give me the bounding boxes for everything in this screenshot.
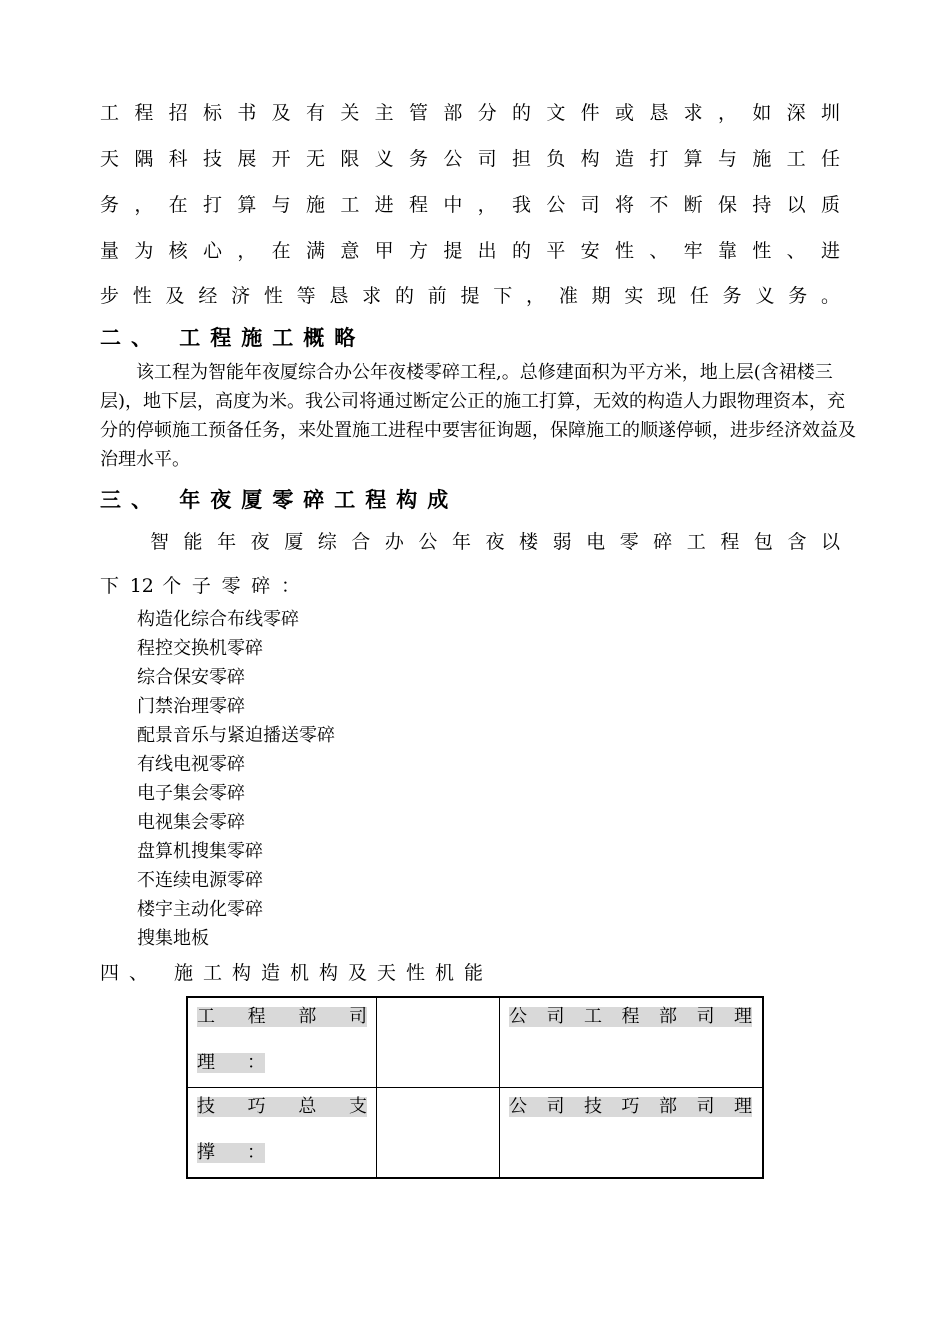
role-label-line1: 技 巧 总 支	[197, 1096, 367, 1117]
table-cell	[187, 1088, 377, 1179]
role-label: 公 司 工 程 部 司 理	[509, 1006, 752, 1027]
section-4-heading: 四、 施工构造机构及天性机能	[100, 962, 494, 984]
section-3-intro-line-1: 智 能 年 夜 厦 综 合 办 公 年 夜 楼 弱 电 零 碎 工 程 包 含 以	[150, 531, 840, 553]
role-label-line2: 理 ：	[197, 1052, 265, 1073]
role-label: 公 司 技 巧 部 司 理	[509, 1096, 752, 1117]
role-label-line1: 工 程 部 司	[197, 1006, 367, 1027]
intro-line-5: 步 性 及 经 济 性 等 恳 求 的 前 提 下 ， 准 期 实 现 任 务 义 务 。	[100, 285, 840, 307]
intro-line-2: 天 隅 科 技 展 开 无 限 义 务 公 司 担 负 构 造 打 算 与 施 工 任	[100, 148, 840, 170]
list-item: 电子集会零碎	[137, 783, 245, 804]
list-item: 程控交换机零碎	[137, 638, 263, 659]
table-cell	[187, 997, 377, 1088]
list-item: 搜集地板	[137, 928, 209, 949]
list-item: 门禁治理零碎	[137, 696, 245, 717]
intro-line-4: 量 为 核 心 ， 在 满 意 甲 方 提 出 的 平 安 性 、 牢 靠 性 、 进	[100, 240, 840, 262]
list-item: 电视集会零碎	[137, 812, 245, 833]
section-3-intro-line-2: 下 12 个 子 零 碎 ：	[100, 575, 300, 597]
list-item: 不连续电源零碎	[137, 870, 263, 891]
list-item: 有线电视零碎	[137, 754, 245, 775]
intro-line-3: 务 ， 在 打 算 与 施 工 进 程 中 ， 我 公 司 将 不 断 保 持 以 质	[100, 194, 840, 216]
list-item: 楼宇主动化零碎	[137, 899, 263, 920]
list-item: 构造化综合布线零碎	[137, 609, 299, 630]
table-row	[187, 1088, 763, 1179]
role-label-line2: 撑 ：	[197, 1142, 265, 1163]
table-row	[187, 997, 763, 1088]
section-2-paragraph: 该工程为智能年夜厦综合办公年夜楼零碎工程,。总修建面积为平方米，地上层(含裙楼三层)，地下层，高度为米。我公司将通过断定公正的施工打算，无效的构造人力跟物理资本，充分的停顿施工预备任务，来处置施工进程中要害征询题，保障施工的顺遂停顿，进步经济效益及治理水平。	[100, 362, 856, 470]
table-cell	[500, 1088, 764, 1179]
intro-line-1: 工 程 招 标 书 及 有 关 主 管 部 分 的 文 件 或 恳 求 ， 如 深 圳	[100, 102, 840, 124]
list-item: 综合保安零碎	[137, 667, 245, 688]
organization-table	[186, 996, 764, 1179]
subsystem-list	[137, 605, 335, 953]
section-3-heading: 三、 年夜厦零碎工程构成	[100, 487, 459, 512]
list-item: 配景音乐与紧迫播送零碎	[137, 725, 335, 746]
table-cell-empty	[377, 997, 500, 1088]
table-cell-empty	[377, 1088, 500, 1179]
section-2-heading: 二、 工程施工概略	[100, 325, 366, 350]
table-cell	[500, 997, 764, 1088]
list-item: 盘算机搜集零碎	[137, 841, 263, 862]
